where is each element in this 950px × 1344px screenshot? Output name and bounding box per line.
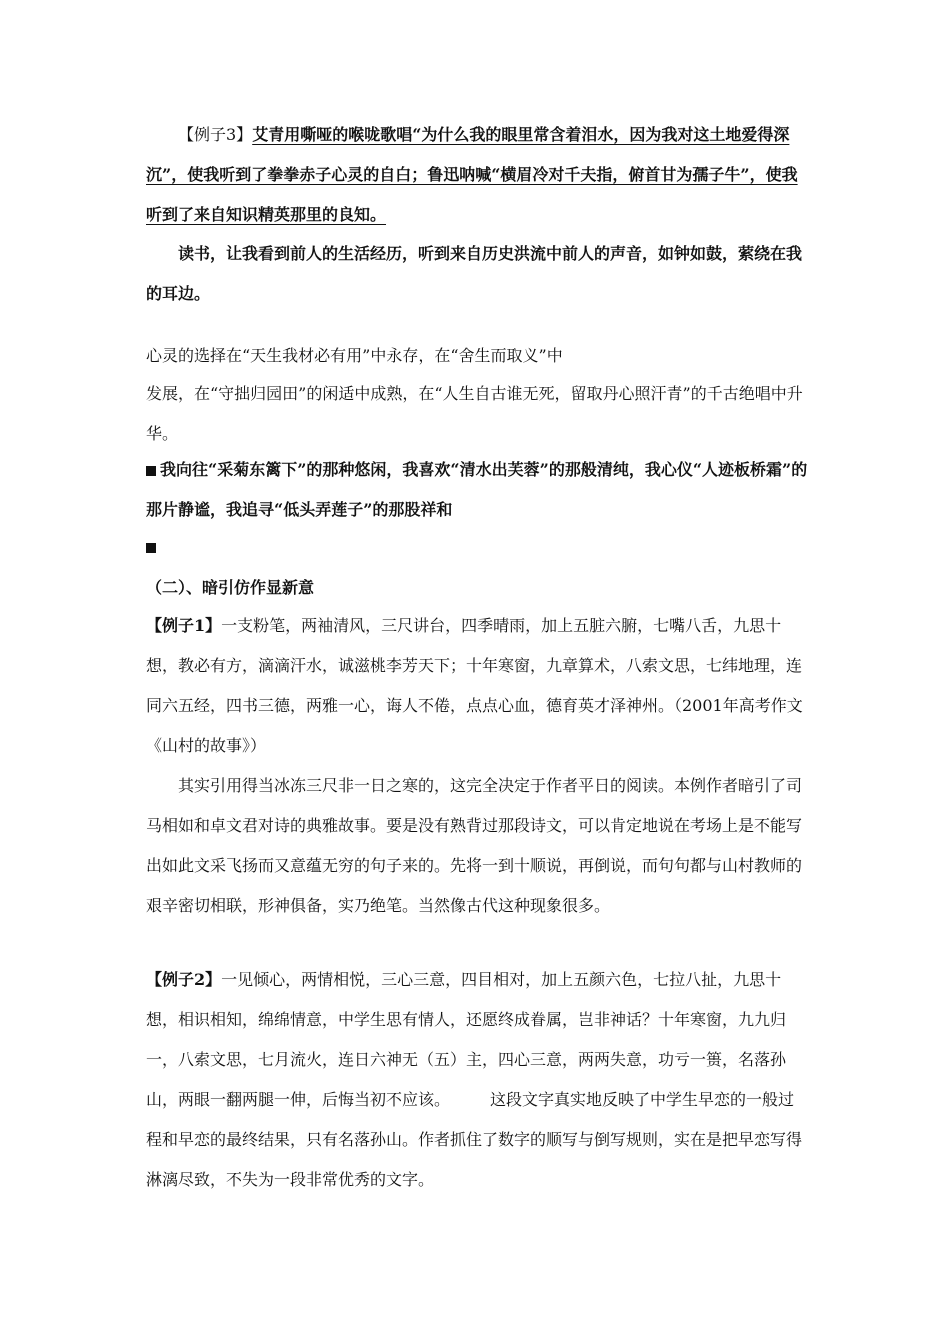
example-2-commentary: 这段文字真实地反映了中学生早恋的一般过程和早恋的最终结果，只有名落孙山。作者抓住了数字的顺写与倒写规则，实在是把早恋写得淋漓尽致，不失为一段非常优秀的文字。	[146, 1090, 803, 1189]
example-3-label: 【例子3】	[178, 125, 253, 144]
example-3-text: 艾青用嘶哑的喉咙歌唱“为什么我的眼里常含着泪水，因为我对这土地爱得深沉”，使我听到了拳拳赤子心灵的自白；鲁迅呐喊“横眉冷对千夫指，俯首甘为孺子牛”，使我听到了来自知识精英那里的良知。	[146, 125, 798, 224]
section-heading: （二）、暗引仿作显新意	[146, 578, 315, 597]
reading-paragraph: 读书，让我看到前人的生活经历，听到来自历史洪流中前人的声音，如钟如鼓，萦绕在我的耳边。	[146, 244, 803, 303]
example-1-commentary: 其实引用得当冰冻三尺非一日之寒的，这完全决定于作者平日的阅读。本例作者暗引了司马相如和卓文君对诗的典雅故事。要是没有熟背过那段诗文，可以肯定地说在考场上是不能写出如此文采飞扬而又意蕴无穷的句子来的。先将一到十顺说，再倒说，而句句都与山村教师的艰辛密切相联，形神俱备，实乃绝笔。当然像古代这种现象很多。	[146, 776, 803, 915]
example-2-paragraph	[146, 960, 808, 1200]
soul-choice-line-2: 发展，在“守拙归园田”的闲适中成熟，在“人生自古谁无死，留取丹心照汗青”的千古绝唱中升华。	[146, 384, 803, 443]
example-2-text: 一见倾心，两情相悦，三心三意，四目相对，加上五颜六色，七拉八扯，九思十想，相识相知，绵绵情意，中学生思有情人，还愿终成眷属，岂非神话？十年寒窗，九九归一，八索文思，七月流火，连日六神无（五）主，四心三意，两两失意，功亏一篑，名落孙山，两眼一翻两腿一伸，后悔当初不应该。	[146, 970, 787, 1109]
example-2-gap	[442, 1090, 490, 1109]
soul-choice-line-1: 心灵的选择在“天生我材必有用”中永存，在“舍生而取义”中	[146, 346, 563, 365]
example-1-paragraph	[146, 606, 808, 766]
aspiration-paragraph	[146, 450, 808, 530]
empty-bullet-line	[146, 527, 808, 567]
example-3-paragraph	[146, 115, 808, 235]
example-2-label: 【例子2】	[146, 970, 222, 989]
square-bullet-icon	[146, 543, 156, 553]
square-bullet-icon	[146, 466, 156, 476]
example-1-label: 【例子1】	[146, 616, 222, 635]
aspiration-text: 我向往“采菊东篱下”的那种悠闲，我喜欢“清水出芙蓉”的那般清纯，我心仪“人迹板桥霜”的那片静谧，我追寻“低头弄莲子”的那股祥和	[146, 460, 808, 519]
example-1-text: 一支粉笔，两袖清风，三尺讲台，四季晴雨，加上五脏六腑，七嘴八舌，九思十想，教必有方，滴滴汗水，诚滋桃李芳天下；十年寒窗，九章算术，八索文思，七纬地理，连同六五经，四书三德，两雅一心，诲人不倦，点点心血，德育英才泽神州。（2001年高考作文《山村的故事》）	[146, 616, 803, 755]
